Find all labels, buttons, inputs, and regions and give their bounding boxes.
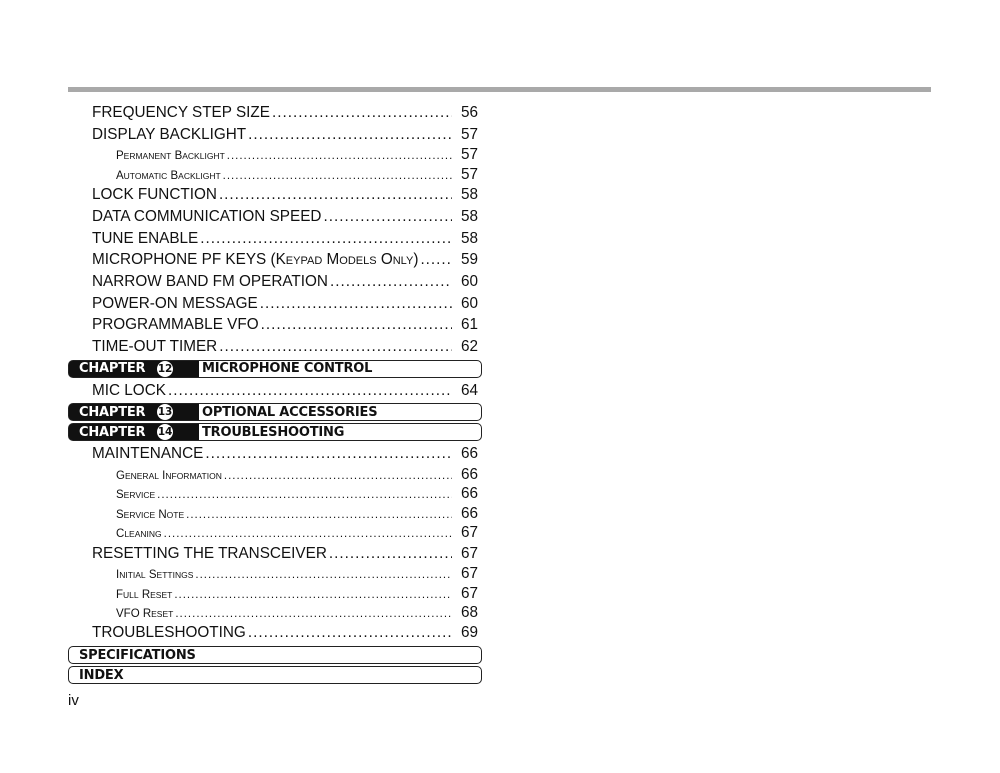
chapter-12-banner[interactable] bbox=[68, 360, 482, 378]
section-title: SPECIFICATIONS bbox=[79, 647, 196, 663]
leader-dots bbox=[272, 102, 452, 124]
toc-entry-title: GENERAL INFORMATION bbox=[116, 470, 222, 483]
leader-dots bbox=[174, 586, 452, 603]
toc-subentry[interactable] bbox=[68, 504, 482, 523]
toc-entry[interactable] bbox=[68, 271, 482, 293]
toc-entry-title: DISPLAY BACKLIGHT bbox=[92, 125, 247, 143]
chapter-title: TROUBLESHOOTING bbox=[202, 424, 345, 440]
leader-dots bbox=[200, 228, 452, 250]
toc-entry-page: 67 bbox=[460, 544, 478, 562]
toc-entry[interactable] bbox=[68, 543, 482, 565]
toc-entry-page: 57 bbox=[460, 125, 478, 143]
toc-entry-page: 58 bbox=[460, 186, 478, 204]
toc-subentry[interactable] bbox=[68, 484, 482, 503]
toc-entry-title: DATA COMMUNICATION SPEED bbox=[92, 207, 322, 225]
chapter-number-badge: 13 bbox=[157, 406, 173, 419]
toc-entry-title: MICROPHONE PF KEYS (KEYPAD MODELS ONLY) bbox=[92, 251, 419, 269]
leader-dots bbox=[323, 206, 452, 228]
chapter-14-banner[interactable] bbox=[68, 423, 482, 441]
toc-entry[interactable] bbox=[68, 622, 482, 644]
toc-entry[interactable] bbox=[68, 336, 482, 358]
toc-subentry[interactable] bbox=[68, 523, 482, 542]
toc-entry[interactable] bbox=[68, 314, 482, 336]
chapter-label: CHAPTER bbox=[79, 424, 146, 440]
leader-dots bbox=[224, 467, 452, 484]
leader-dots bbox=[261, 314, 452, 336]
chapter-number-badge: 12 bbox=[157, 362, 173, 375]
leader-dots bbox=[219, 336, 452, 358]
toc-entry-page: 66 bbox=[460, 504, 478, 522]
toc-entry-title: LOCK FUNCTION bbox=[92, 186, 217, 204]
toc-entry-title: FREQUENCY STEP SIZE bbox=[92, 104, 270, 121]
toc-entry[interactable] bbox=[68, 228, 482, 250]
toc-entry-title: INITIAL SETTINGS bbox=[116, 569, 194, 582]
toc-entry[interactable] bbox=[68, 184, 482, 206]
toc-entry[interactable] bbox=[68, 102, 482, 124]
toc-entry-title: TROUBLESHOOTING bbox=[92, 624, 246, 642]
toc-entry-page: 57 bbox=[460, 146, 478, 164]
leader-dots bbox=[260, 293, 452, 315]
section-title: INDEX bbox=[79, 667, 124, 683]
top-rule bbox=[68, 87, 931, 92]
leader-dots bbox=[248, 622, 452, 644]
toc-entry-title: VFO RESET bbox=[116, 608, 174, 621]
toc-entry-title: FULL RESET bbox=[116, 588, 173, 601]
toc-entry-page: 62 bbox=[460, 337, 478, 355]
leader-dots bbox=[330, 271, 452, 293]
toc-subentry[interactable] bbox=[68, 165, 482, 184]
toc-entry[interactable] bbox=[68, 443, 482, 465]
toc-subentry[interactable] bbox=[68, 145, 482, 164]
page-number: iv bbox=[68, 692, 79, 709]
leader-dots bbox=[420, 249, 452, 271]
toc-entry-page: 58 bbox=[460, 207, 478, 225]
toc-entry-page: 60 bbox=[460, 294, 478, 312]
toc-entry-page: 59 bbox=[460, 251, 478, 269]
chapter-title: OPTIONAL ACCESSORIES bbox=[202, 404, 378, 420]
toc-entry[interactable] bbox=[68, 206, 482, 228]
toc-subentry[interactable] bbox=[68, 564, 482, 583]
toc-entry-title: CLEANING bbox=[116, 528, 162, 541]
toc-subentry[interactable] bbox=[68, 465, 482, 484]
leader-dots bbox=[195, 566, 452, 583]
toc-entry-title: SERVICE bbox=[116, 489, 156, 502]
toc-entry-page: 56 bbox=[460, 104, 478, 121]
toc-group-a bbox=[68, 102, 482, 358]
toc-entry-page: 69 bbox=[460, 624, 478, 642]
toc-group-c bbox=[68, 443, 482, 644]
toc-entry-title: MIC LOCK bbox=[92, 381, 166, 399]
toc-entry-title: AUTOMATIC BACKLIGHT bbox=[116, 169, 221, 182]
chapter-title: MICROPHONE CONTROL bbox=[202, 361, 373, 377]
toc-entry-page: 58 bbox=[460, 229, 478, 247]
leader-dots bbox=[329, 543, 452, 565]
leader-dots bbox=[219, 184, 452, 206]
toc-entry[interactable] bbox=[68, 293, 482, 315]
toc-entry-page: 67 bbox=[460, 565, 478, 583]
toc-entry-title: POWER-ON MESSAGE bbox=[92, 294, 258, 312]
chapter-13-banner[interactable] bbox=[68, 403, 482, 421]
toc-entry-title: PROGRAMMABLE VFO bbox=[92, 316, 259, 334]
leader-dots bbox=[248, 124, 452, 146]
toc-entry-title: SERVICE NOTE bbox=[116, 508, 185, 521]
toc-entry-page: 67 bbox=[460, 524, 478, 542]
leader-dots bbox=[168, 380, 452, 402]
toc-entry-page: 66 bbox=[460, 466, 478, 484]
toc-entry-title-note: (KEYPAD MODELS ONLY) bbox=[270, 251, 419, 269]
toc-entry-page: 60 bbox=[460, 272, 478, 290]
toc-subentry[interactable] bbox=[68, 584, 482, 603]
toc-subentry[interactable] bbox=[68, 603, 482, 622]
toc-entry-page: 66 bbox=[460, 445, 478, 463]
leader-dots bbox=[227, 147, 452, 164]
toc-entry-page: 64 bbox=[460, 381, 478, 399]
toc-entry-page: 68 bbox=[460, 604, 478, 622]
leader-dots bbox=[175, 605, 452, 622]
toc-entry-title: RESETTING THE TRANSCEIVER bbox=[92, 544, 327, 562]
toc-entry-page: 67 bbox=[460, 584, 478, 602]
toc-entry[interactable] bbox=[68, 380, 482, 402]
toc-entry-title: PERMANENT BACKLIGHT bbox=[116, 150, 225, 163]
toc-entry-page: 66 bbox=[460, 485, 478, 503]
specifications-banner[interactable] bbox=[68, 646, 482, 664]
toc-entry-title: MAINTENANCE bbox=[92, 445, 204, 463]
toc-group-b bbox=[68, 380, 482, 402]
toc-entry[interactable] bbox=[68, 249, 482, 271]
chapter-number-badge: 14 bbox=[157, 426, 173, 439]
toc-entry-title: TUNE ENABLE bbox=[92, 229, 199, 247]
toc-entry-title: NARROW BAND FM OPERATION bbox=[92, 272, 328, 290]
leader-dots bbox=[186, 506, 452, 523]
toc-entry-page: 61 bbox=[460, 316, 478, 334]
index-banner[interactable] bbox=[68, 666, 482, 684]
toc-entry[interactable] bbox=[68, 124, 482, 146]
chapter-label: CHAPTER bbox=[79, 404, 146, 420]
leader-dots bbox=[205, 443, 452, 465]
toc-entry-page: 57 bbox=[460, 165, 478, 183]
leader-dots bbox=[164, 525, 452, 542]
toc-entry-title: TIME-OUT TIMER bbox=[92, 337, 218, 355]
table-of-contents bbox=[68, 102, 482, 686]
leader-dots bbox=[223, 167, 452, 184]
leader-dots bbox=[157, 486, 452, 503]
chapter-label: CHAPTER bbox=[79, 361, 146, 377]
